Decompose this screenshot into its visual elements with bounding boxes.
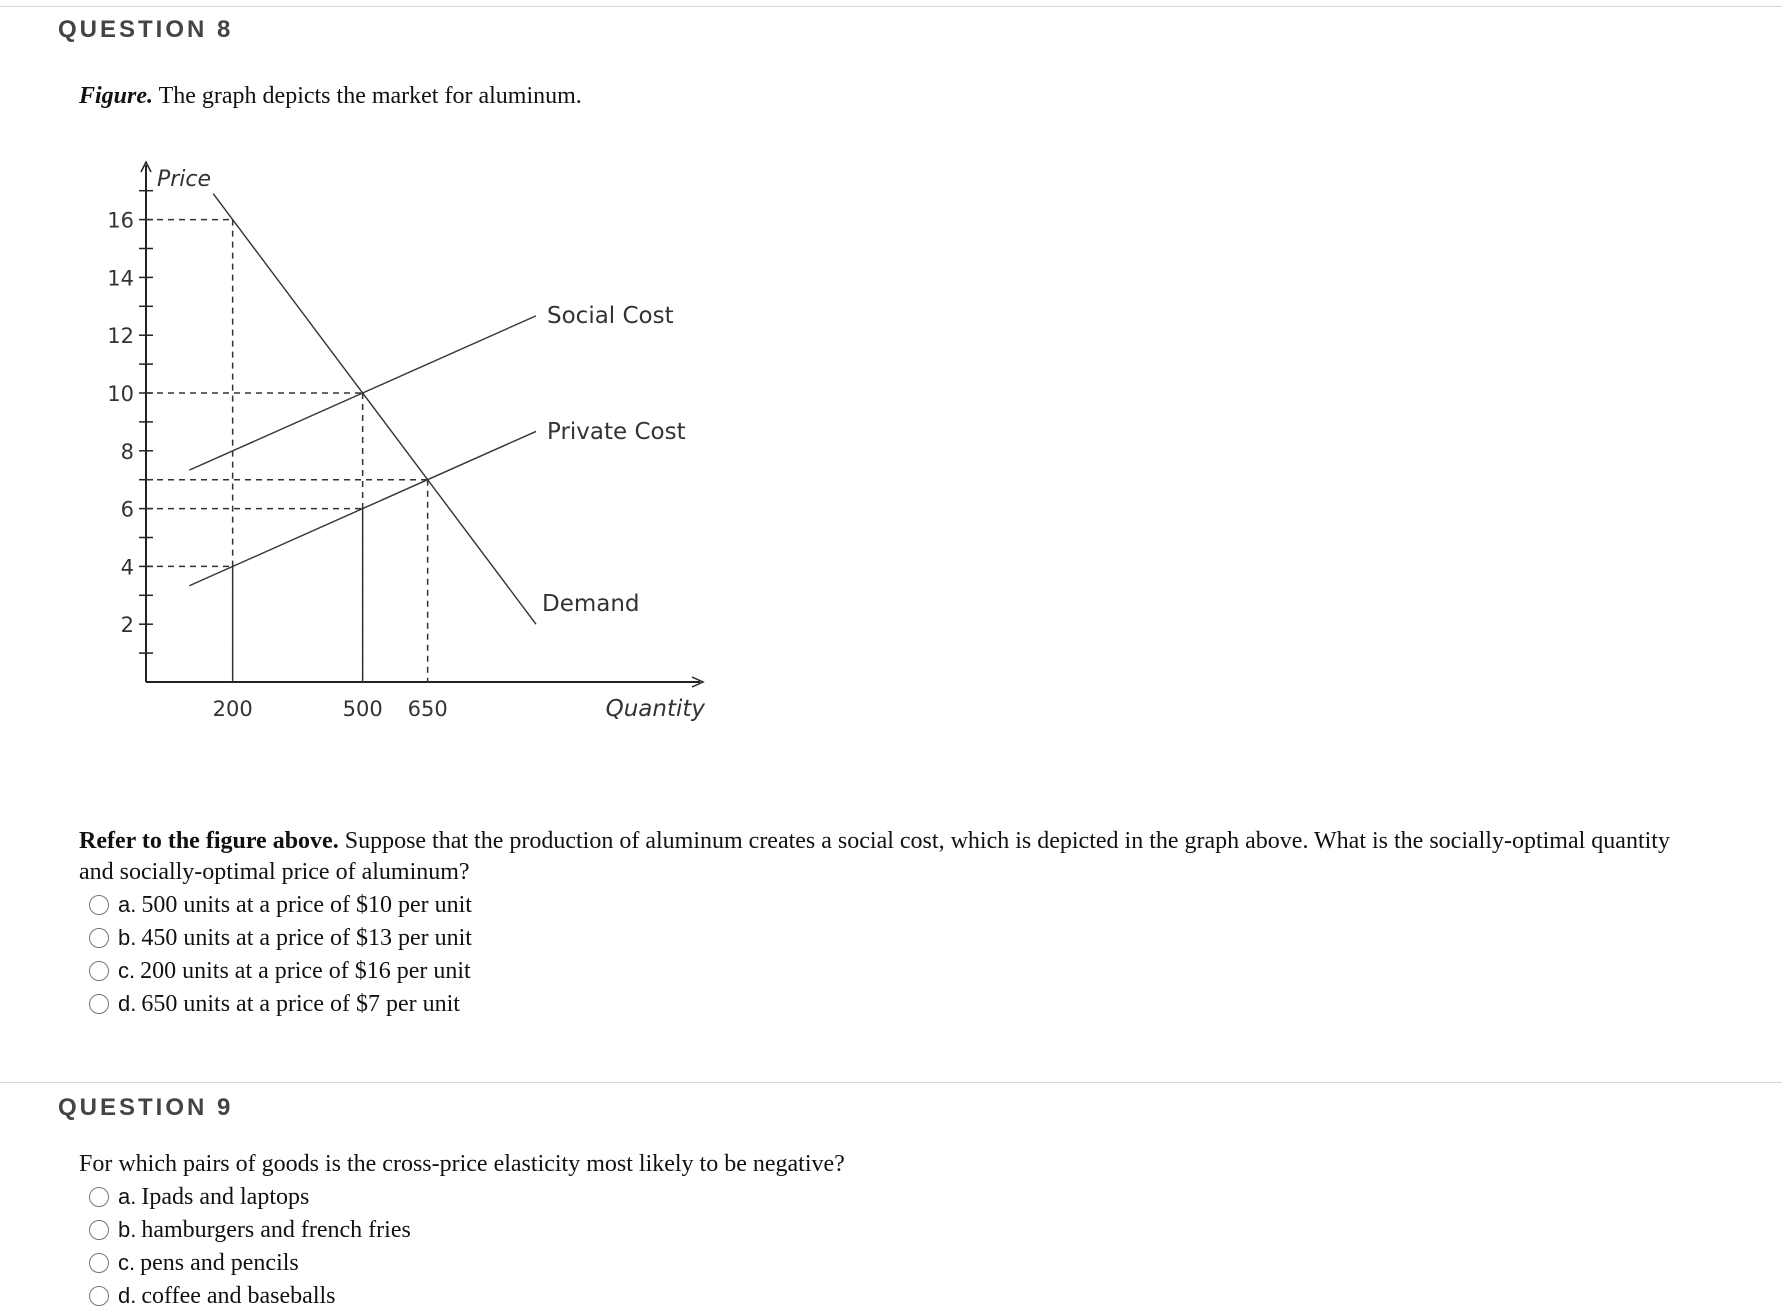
series-label: Private Cost	[547, 419, 686, 445]
answer-option[interactable]	[89, 955, 471, 987]
radio-button[interactable]	[89, 1187, 109, 1207]
series-label: Social Cost	[547, 303, 674, 329]
question-9-heading: QUESTION 9	[58, 1094, 234, 1121]
y-tick-label: 10	[107, 382, 134, 406]
question-divider	[0, 1082, 1782, 1083]
option-text: pens and pencils	[140, 1249, 299, 1276]
option-text: 200 units at a price of $16 per unit	[140, 957, 471, 984]
y-tick-label: 12	[107, 324, 134, 349]
answer-option[interactable]	[89, 1214, 411, 1246]
market-chart	[0, 0, 760, 760]
option-letter: c.	[118, 1250, 136, 1275]
y-tick-label: 2	[120, 613, 134, 638]
answer-option[interactable]	[89, 922, 472, 954]
option-letter: d.	[118, 1283, 137, 1308]
question-8-prompt	[79, 826, 1679, 888]
question-8-heading: QUESTION 8	[58, 16, 234, 43]
y-tick-label: 6	[120, 497, 134, 522]
option-text: 450 units at a price of $13 per unit	[141, 924, 472, 951]
radio-button[interactable]	[89, 895, 109, 915]
option-text: hamburgers and french fries	[141, 1216, 411, 1243]
option-text: Ipads and laptops	[141, 1183, 310, 1210]
option-text: coffee and baseballs	[141, 1282, 336, 1309]
y-tick-label: 8	[120, 439, 134, 464]
x-tick-label: 200	[212, 697, 253, 721]
radio-button[interactable]	[89, 994, 109, 1014]
radio-button[interactable]	[89, 1286, 109, 1306]
x-tick-label: 650	[407, 697, 448, 721]
y-tick-label: 16	[107, 208, 134, 233]
y-tick-label: 14	[107, 266, 134, 291]
x-axis-label: Quantity	[605, 696, 705, 722]
option-letter: d.	[118, 991, 137, 1016]
series-line-demand	[213, 194, 536, 625]
prompt-text: Suppose that the production of aluminum creates a social cost, which is depicted in the graph above. What is the socially-optimal quantity and socially-optimal price of aluminum?	[79, 828, 1670, 885]
option-letter: a.	[118, 1184, 137, 1209]
radio-button[interactable]	[89, 1220, 109, 1240]
option-letter: b.	[118, 1217, 137, 1242]
answer-option[interactable]	[89, 889, 472, 921]
option-letter: a.	[118, 892, 137, 917]
option-text: 500 units at a price of $10 per unit	[141, 891, 472, 918]
figure-label: Figure.	[79, 83, 154, 109]
x-tick-label: 500	[342, 697, 383, 721]
radio-button[interactable]	[89, 961, 109, 981]
y-axis-label: Price	[157, 167, 212, 192]
radio-button[interactable]	[89, 1253, 109, 1273]
answer-option[interactable]	[89, 1181, 309, 1213]
answer-option[interactable]	[89, 1280, 336, 1312]
option-text: 650 units at a price of $7 per unit	[141, 990, 460, 1017]
option-letter: c.	[118, 958, 136, 983]
figure-caption-text: The graph depicts the market for aluminum.	[153, 83, 582, 109]
answer-option[interactable]	[89, 988, 460, 1020]
answer-option[interactable]	[89, 1247, 299, 1279]
question-9-prompt: For which pairs of goods is the cross-price elasticity most likely to be negative?	[79, 1151, 845, 1177]
prompt-bold: Refer to the figure above.	[79, 828, 339, 854]
series-label: Demand	[542, 591, 640, 617]
radio-button[interactable]	[89, 928, 109, 948]
y-tick-label: 4	[120, 555, 134, 580]
option-letter: b.	[118, 925, 137, 950]
